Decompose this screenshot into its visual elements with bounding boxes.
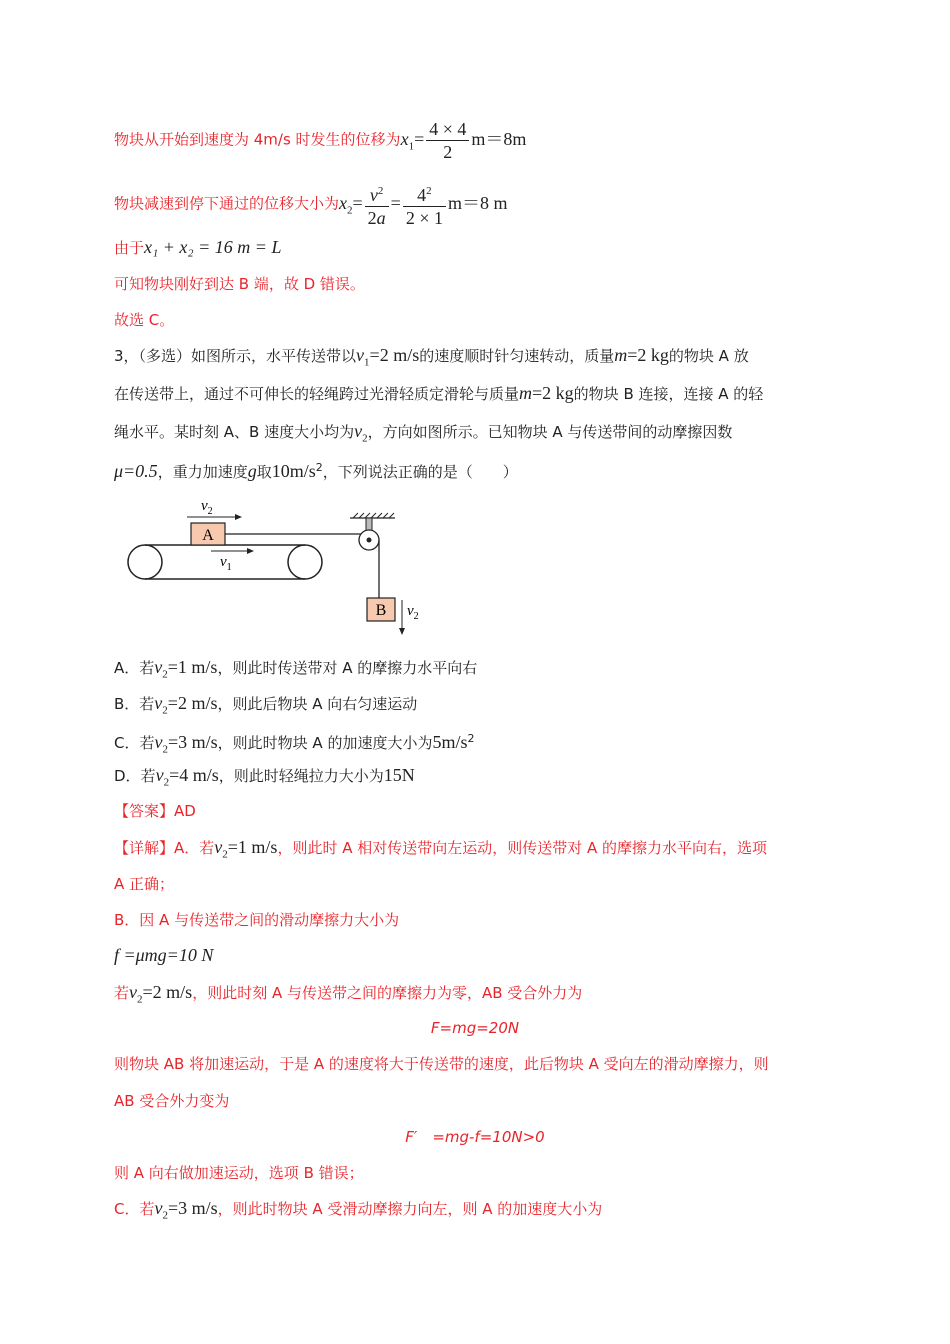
answer: 【答案】AD bbox=[114, 802, 196, 820]
math-expression: $x_1=$ $\frac{4 \times 4}{2}$ m＝8m bbox=[400, 119, 527, 162]
option-A: A．若$v_2=1$ m/s，则此时传送带对 A 的摩擦力水平向右 bbox=[114, 657, 478, 681]
question-line-4: μ=0.5，重力加速度g取$10m/s^2$，下列说法正确的是（ ） bbox=[114, 461, 518, 481]
solution-line-3: 由于x₁ + x₂ = 16 m = L bbox=[114, 237, 282, 257]
fraction: $\frac{v^2}{2a}$ bbox=[365, 180, 389, 229]
explain-formula-Fprime: F′ =mg-f=10N>0 bbox=[405, 1128, 545, 1146]
solution-line-5: 故选 C。 bbox=[114, 311, 175, 329]
explain-line-1: 【详解】A．若$v_2=1$ m/s，则此时 A 相对传送带向左运动，则传送带对 A 的摩擦力水平向右，选项 bbox=[114, 837, 768, 861]
block-B-label: B bbox=[375, 602, 387, 619]
fraction: $\frac{4 \times 4}{2}$ bbox=[426, 118, 469, 163]
explain-line-5: 若$v_2=2$ m/s，则此时刻 A 与传送带之间的摩擦力为零，AB 受合外力为 bbox=[114, 982, 583, 1006]
explain-line-11: C．若$v_2=3$ m/s，则此时物块 A 受滑动摩擦力向左，则 A 的加速度大小为 bbox=[114, 1198, 603, 1222]
explain-formula-f: f =μmg=10 N bbox=[114, 945, 214, 965]
belt-roller-left bbox=[128, 545, 162, 579]
explain-line-8: AB 受合外力变为 bbox=[114, 1092, 230, 1110]
option-C: C．若$v_2=3$ m/s，则此时物块 A 的加速度大小为$5m/s^2$ bbox=[114, 732, 475, 756]
explain-line-3: B．因 A 与传送带之间的滑动摩擦力大小为 bbox=[114, 911, 400, 929]
solution-text: 物块减速到停下通过的位移大小为 bbox=[114, 194, 340, 213]
explain-formula-F: F=mg=20N bbox=[430, 1019, 520, 1037]
belt-roller-right bbox=[288, 545, 322, 579]
solution-line-1 bbox=[114, 118, 526, 163]
option-B: B．若$v_2=2$ m/s，则此后物块 A 向右匀速运动 bbox=[114, 693, 418, 717]
conveyor-pulley-diagram bbox=[125, 492, 425, 642]
question-line-2: 在传送带上，通过不可伸长的轻绳跨过光滑轻质定滑轮与质量m=2 kg的物块 B 连接，连接 A 的轻 bbox=[114, 383, 764, 403]
math-expression: $x_2=$ $\frac{v^2}{2a}$ = $\frac{4^2}{2 \times 1}$ m＝8 m bbox=[339, 193, 507, 213]
block-A-label: A bbox=[202, 527, 214, 544]
solution-line-2 bbox=[114, 180, 508, 229]
explain-line-10: 则 A 向右做加速运动，选项 B 错误； bbox=[114, 1164, 364, 1182]
explain-line-7: 则物块 AB 将加速运动，于是 A 的速度将大于传送带的速度，此后物块 A 受向左的滑动摩擦力，则 bbox=[114, 1055, 769, 1073]
question-line-3: 绳水平。某时刻 A、B 速度大小均为$v_2$，方向如图所示。已知物块 A 与传送带间的动摩擦因数 bbox=[114, 421, 733, 445]
fraction: $\frac{4^2}{2 \times 1}$ bbox=[403, 180, 446, 229]
solution-text: 物块从开始到速度为 4m/s 时发生的位移为 bbox=[114, 130, 401, 149]
question-line-1: 3，（多选）如图所示，水平传送带以$v_1=2$ m/s的速度顺时针匀速转动，质量m=2 kg的物块 A 放 bbox=[114, 345, 749, 369]
v2-label-top: $v_2$ bbox=[201, 498, 213, 517]
solution-line-4: 可知物块刚好到达 B 端，故 D 错误。 bbox=[114, 275, 365, 293]
option-D: D．若$v_2=4$ m/s，则此时轻绳拉力大小为15N bbox=[114, 765, 415, 789]
v2-label-side: $v_2$ bbox=[407, 603, 419, 622]
explain-line-2: A 正确； bbox=[114, 875, 175, 893]
v1-label: $v_1$ bbox=[220, 554, 232, 573]
